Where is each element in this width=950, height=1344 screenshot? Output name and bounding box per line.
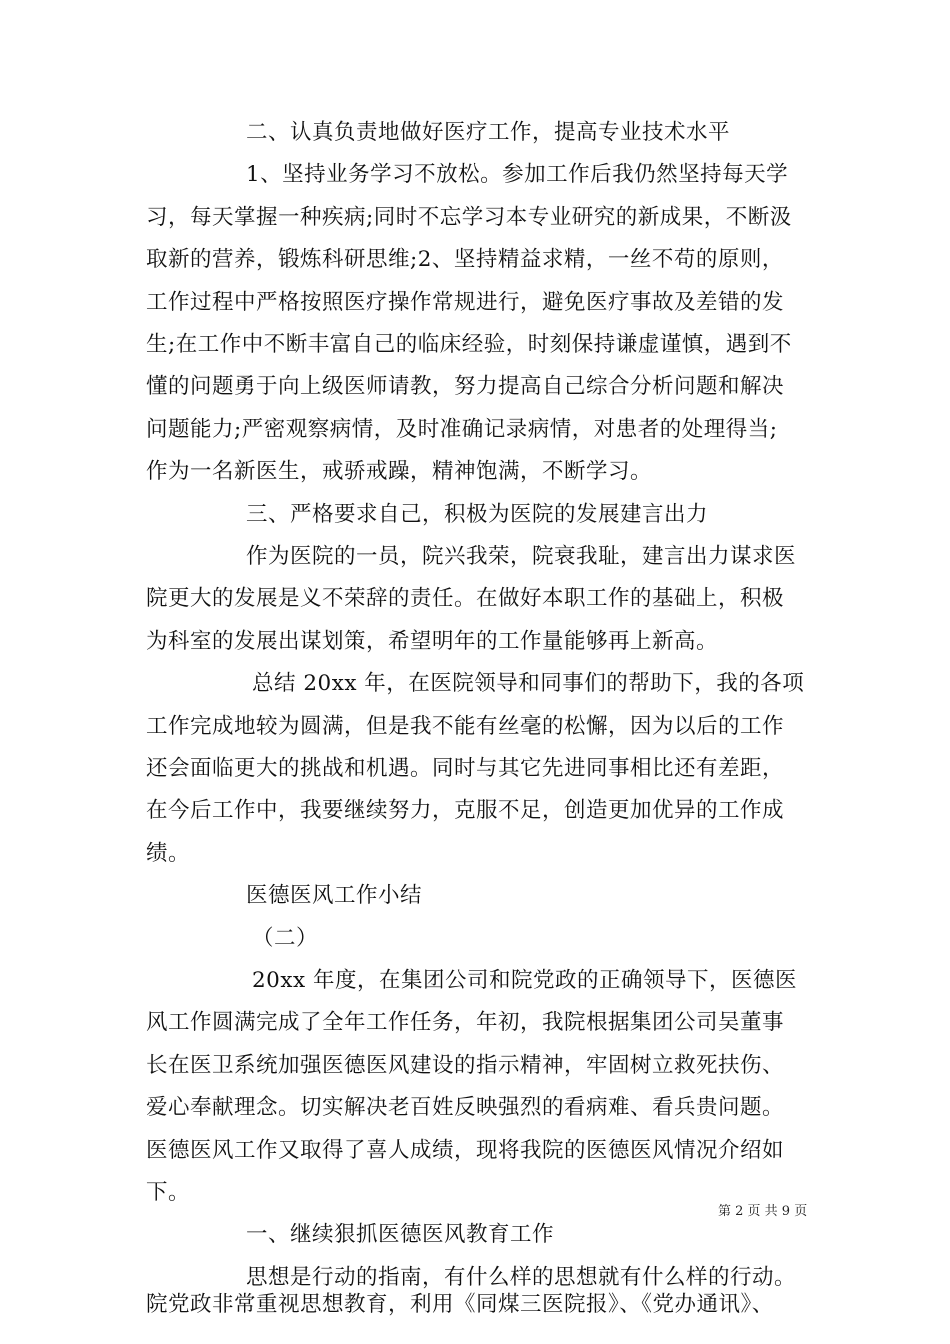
- subtitle-number: （二）: [252, 925, 319, 951]
- paragraph-line: 为科室的发展出谋划策，希望明年的工作量能够再上新高。: [146, 628, 719, 654]
- paragraph-line: 在今后工作中，我要继续努力，克服不足，创造更加优异的工作成: [146, 798, 785, 824]
- paragraph-line: 长在医卫系统加强医德医风建设的指示精神，牢固树立救死扶伤、: [146, 1052, 785, 1078]
- paragraph-line: 1、坚持业务学习不放松。参加工作后我仍然坚持每天学: [246, 162, 789, 188]
- paragraph-line: 下。: [146, 1180, 191, 1205]
- paragraph-line: 作为医院的一员，院兴我荣，院衰我耻，建言出力谋求医: [246, 544, 797, 569]
- paragraph-line: 还会面临更大的挑战和机遇。同时与其它先进同事相比还有差距，: [146, 756, 785, 781]
- paragraph-line: 工作完成地较为圆满，但是我不能有丝毫的松懈，因为以后的工作: [146, 713, 785, 739]
- paragraph-line: 风工作圆满完成了全年工作任务，年初，我院根据集团公司吴董事: [146, 1010, 785, 1036]
- paragraph-line: 20xx 年度，在集团公司和院党政的正确领导下，医德医: [252, 968, 797, 993]
- paragraph-line: 绩。: [146, 840, 191, 866]
- heading-section-2: 二、认真负责地做好医疗工作，提高专业技术水平: [246, 120, 731, 145]
- paragraph-line: 取新的营养，锻炼科研思维;2、坚持精益求精，一丝不苟的原则，: [146, 247, 784, 273]
- paragraph-line: 懂的问题勇于向上级医师请教，努力提高自己综合分析问题和解决: [146, 374, 785, 400]
- paragraph-line: 总结 20xx 年，在医院领导和同事们的帮助下，我的各项: [252, 671, 805, 697]
- paragraph-line: 工作过程中严格按照医疗操作常规进行，避免医疗事故及差错的发: [146, 289, 785, 315]
- paragraph-line: 思想是行动的指南，有什么样的思想就有什么样的行动。: [246, 1264, 797, 1290]
- subtitle: 医德医风工作小结: [246, 883, 423, 909]
- paragraph-line: 习，每天掌握一种疾病;同时不忘学习本专业研究的新成果，不断汲: [146, 204, 792, 230]
- paragraph-line: 问题能力;严密观察病情，及时准确记录病情，对患者的处理得当;: [146, 416, 778, 442]
- heading-section-3: 三、严格要求自己，积极为医院的发展建言出力: [246, 501, 709, 527]
- paragraph-line: 生;在工作中不断丰富自己的临床经验，时刻保持谦虚谨慎，遇到不: [146, 332, 792, 357]
- paragraph-line: 爱心奉献理念。切实解决老百姓反映强烈的看病难、看兵贵问题。: [146, 1095, 785, 1121]
- paragraph-line: 院更大的发展是义不荣辞的责任。在做好本职工作的基础上，积极: [146, 586, 785, 612]
- paragraph-line: 院党政非常重视思想教育，利用《同煤三医院报》、《党办通讯》、: [146, 1292, 774, 1317]
- paragraph-line: 作为一名新医生，戒骄戒躁，精神饱满，不断学习。: [146, 459, 653, 485]
- heading-section-1: 一、继续狠抓医德医风教育工作: [246, 1222, 555, 1248]
- page-number-footer: 第 2 页 共 9 页: [718, 1204, 808, 1219]
- paragraph-line: 医德医风工作又取得了喜人成绩，现将我院的医德医风情况介绍如: [146, 1137, 785, 1163]
